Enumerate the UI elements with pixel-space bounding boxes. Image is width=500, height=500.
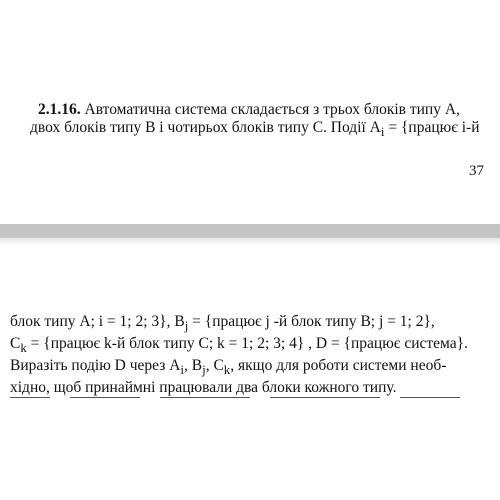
subscript-j: j [184, 318, 189, 334]
continuation-text-3: Виразіть подію D через A [10, 357, 181, 374]
problem-line-2 [30, 118, 480, 142]
cut-off-next-line [10, 395, 470, 401]
continuation-line-3 [10, 356, 446, 380]
problem-number: 2.1.16. [38, 101, 81, 118]
page-number: 37 [469, 163, 484, 179]
continuation-text-2: C [10, 335, 21, 352]
continuation-text-2-end: = {працює k-й блок типу С; k = 1; 2; 3; 4} , D = {працює система}. [26, 335, 468, 352]
subscript-i-2: i [180, 362, 185, 378]
subscript-j-2: j [202, 362, 206, 378]
subscript-k: k [20, 340, 27, 356]
continuation-text-4: хідно, щоб принаймні працювали два блоки кожного типу. [10, 379, 397, 396]
continuation-line-1 [10, 312, 435, 336]
continuation-text-3-mid2: , C [205, 357, 224, 374]
problem-line-1 [38, 100, 460, 120]
continuation-text-3-end: , якщо для роботи системи необ- [230, 357, 447, 374]
page-separator [0, 224, 500, 238]
continuation-text-1-end: = {працює j -й блок типу В; j = 1; 2}, [188, 313, 435, 330]
subscript-k-2: k [223, 362, 231, 378]
continuation-line-2 [10, 334, 468, 358]
continuation-text-3-mid1: , B [184, 357, 203, 374]
page-separator-shadow [0, 238, 500, 246]
subscript-i: i [380, 124, 385, 140]
problem-text-2-end: = {працює i-й [384, 119, 480, 136]
problem-text-2: двох блоків типу В і чотирьох блоків типу С. Події A [30, 119, 381, 136]
problem-text-1: Автоматична система складається з трьох блоків типу А, [80, 101, 460, 118]
continuation-text-1: блок типу А; i = 1; 2; 3}, B [10, 313, 185, 330]
